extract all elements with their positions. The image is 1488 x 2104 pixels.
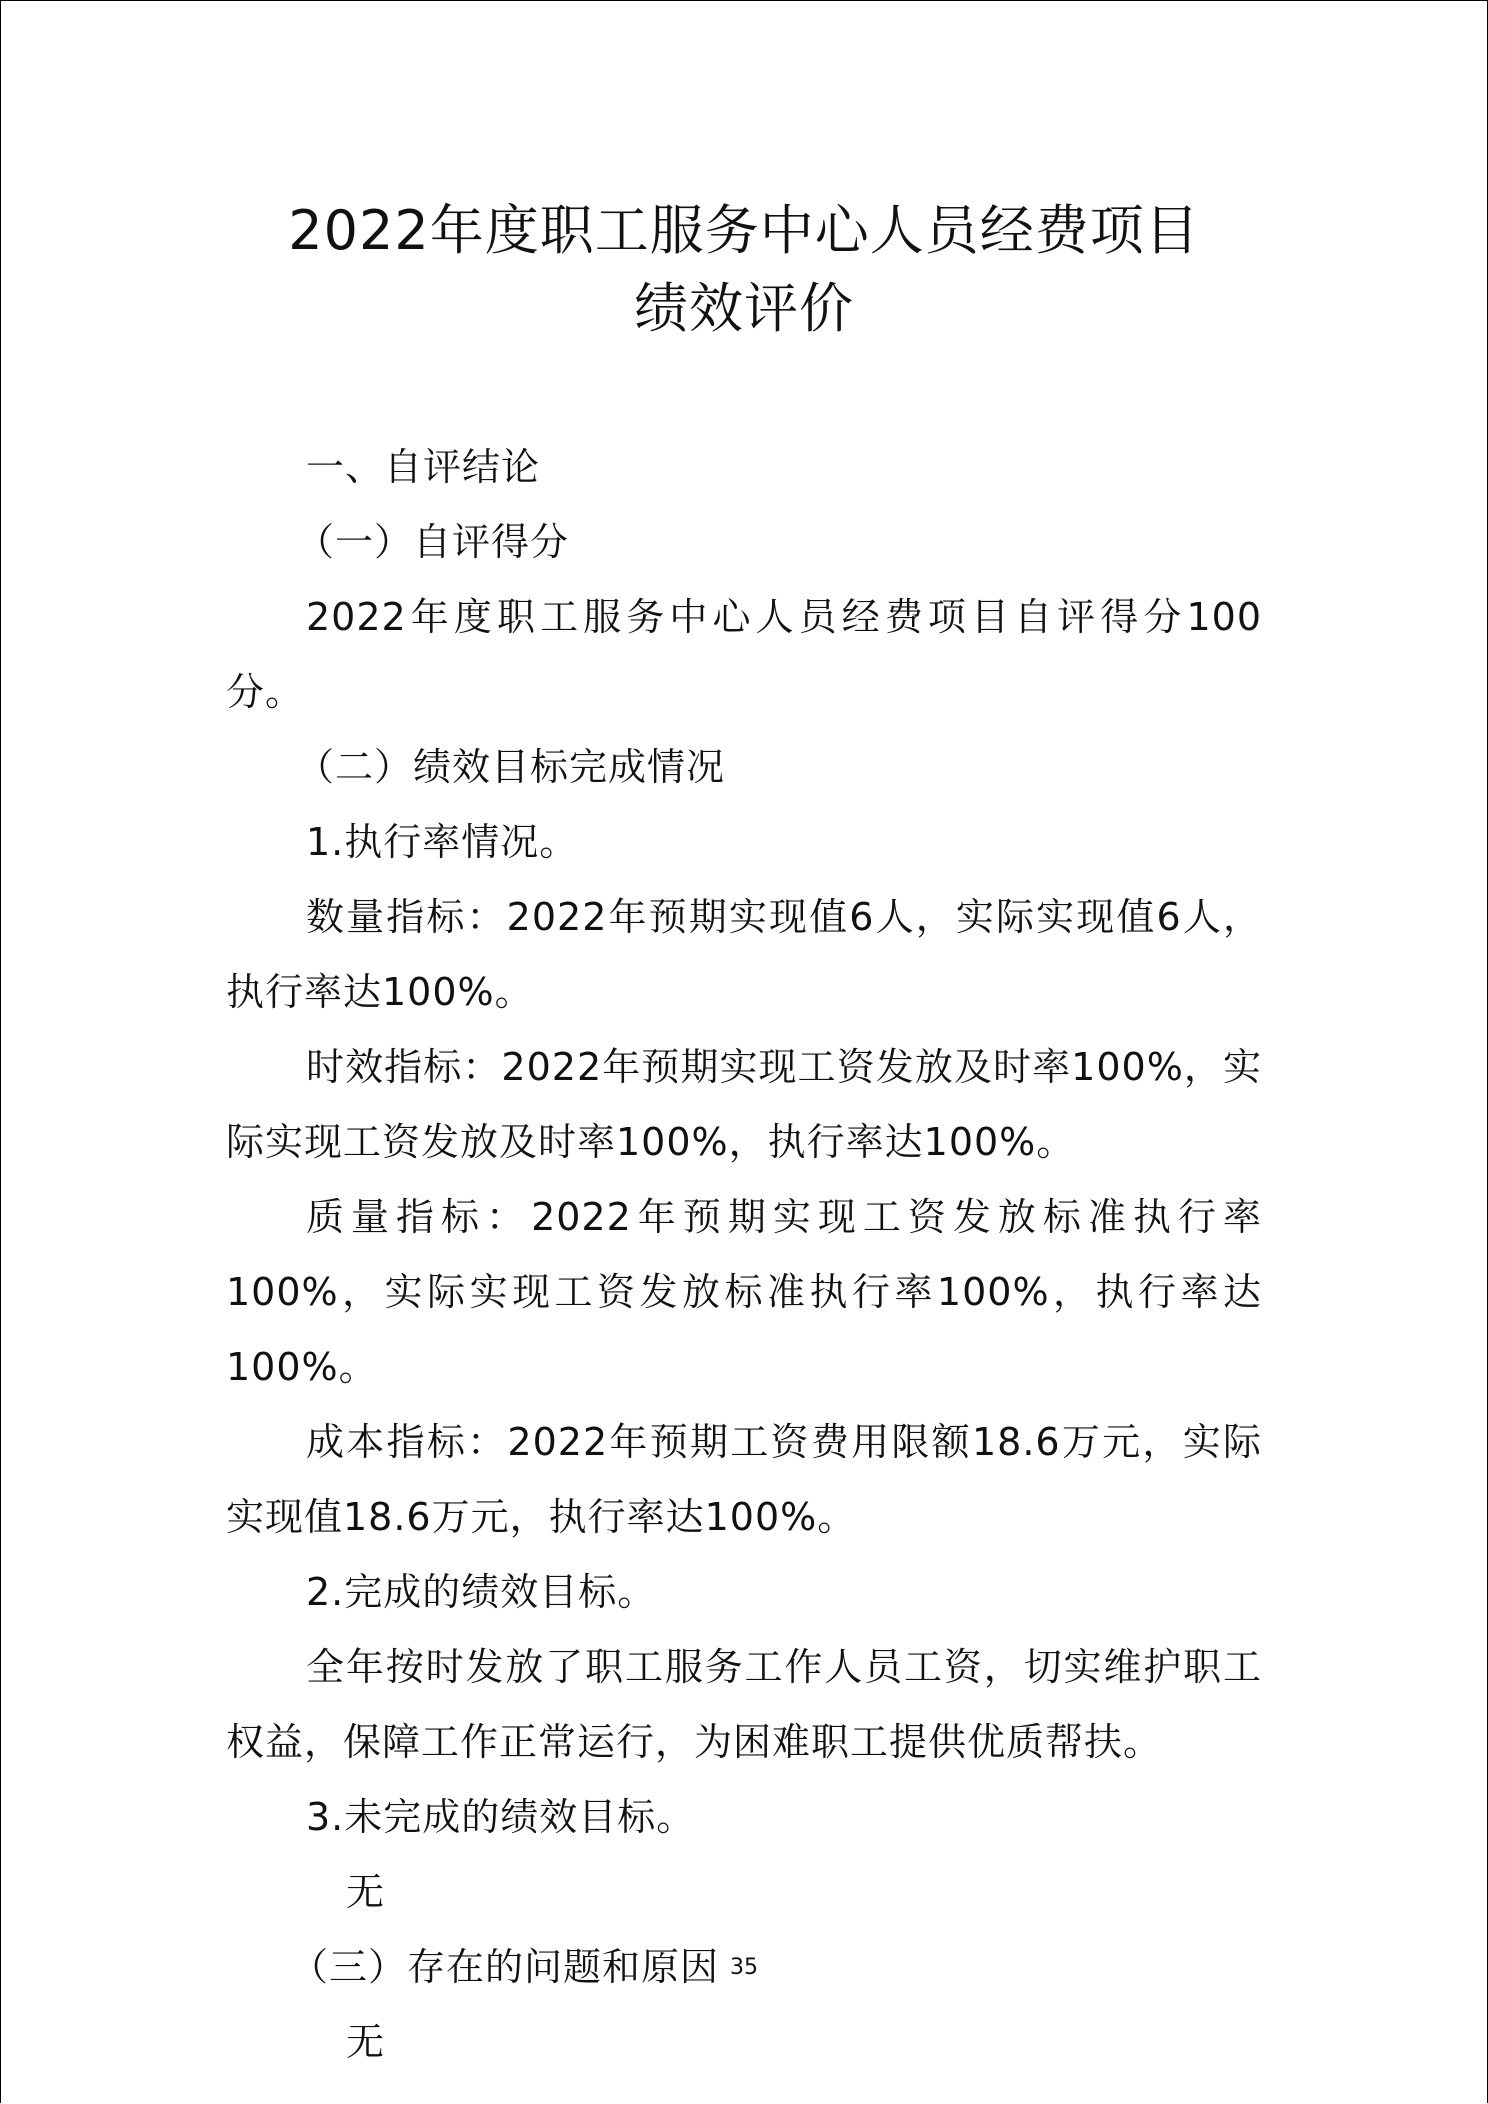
paragraph-quantity-indicator: 数量指标：2022年预期实现值6人，实际实现值6人，执行率达100%。	[226, 895, 1262, 1014]
subsection-heading-goals: （二）绩效目标完成情况	[296, 745, 726, 789]
document-body	[226, 430, 1262, 2080]
section-heading-conclusion: 一、自评结论	[306, 445, 541, 489]
subsection-heading-problems: （三）存在的问题和原因	[290, 1945, 720, 1989]
paragraph-uncompleted-none: 无	[346, 1870, 386, 1914]
item-heading-completed-goals: 2.完成的绩效目标。	[306, 1570, 657, 1614]
page-number: 35	[730, 1955, 758, 1980]
paragraph-completed-goals: 全年按时发放了职工服务工作人员工资，切实维护职工权益，保障工作正常运行，为困难职工提供优质帮扶。	[226, 1645, 1262, 1764]
document-title-line-1: 2022年度职工服务中心人员经费项目	[288, 199, 1200, 262]
subsection-heading-score: （一）自评得分	[296, 520, 570, 564]
document-title-line-2: 绩效评价	[634, 277, 854, 340]
paragraph-timeliness-indicator: 时效指标：2022年预期实现工资发放及时率100%，实际实现工资发放及时率100%，执行率达100%。	[226, 1045, 1262, 1164]
item-heading-execution-rate: 1.执行率情况。	[306, 820, 579, 864]
item-heading-uncompleted-goals: 3.未完成的绩效目标。	[306, 1795, 696, 1839]
paragraph-problems-none: 无	[346, 2020, 386, 2064]
paragraph-score: 2022年度职工服务中心人员经费项目自评得分100分。	[226, 595, 1262, 714]
paragraph-cost-indicator: 成本指标：2022年预期工资费用限额18.6万元，实际实现值18.6万元，执行率达100%。	[226, 1420, 1262, 1539]
paragraph-quality-indicator: 质量指标：2022年预期实现工资发放标准执行率100%，实际实现工资发放标准执行率100%，执行率达100%。	[226, 1195, 1262, 1389]
